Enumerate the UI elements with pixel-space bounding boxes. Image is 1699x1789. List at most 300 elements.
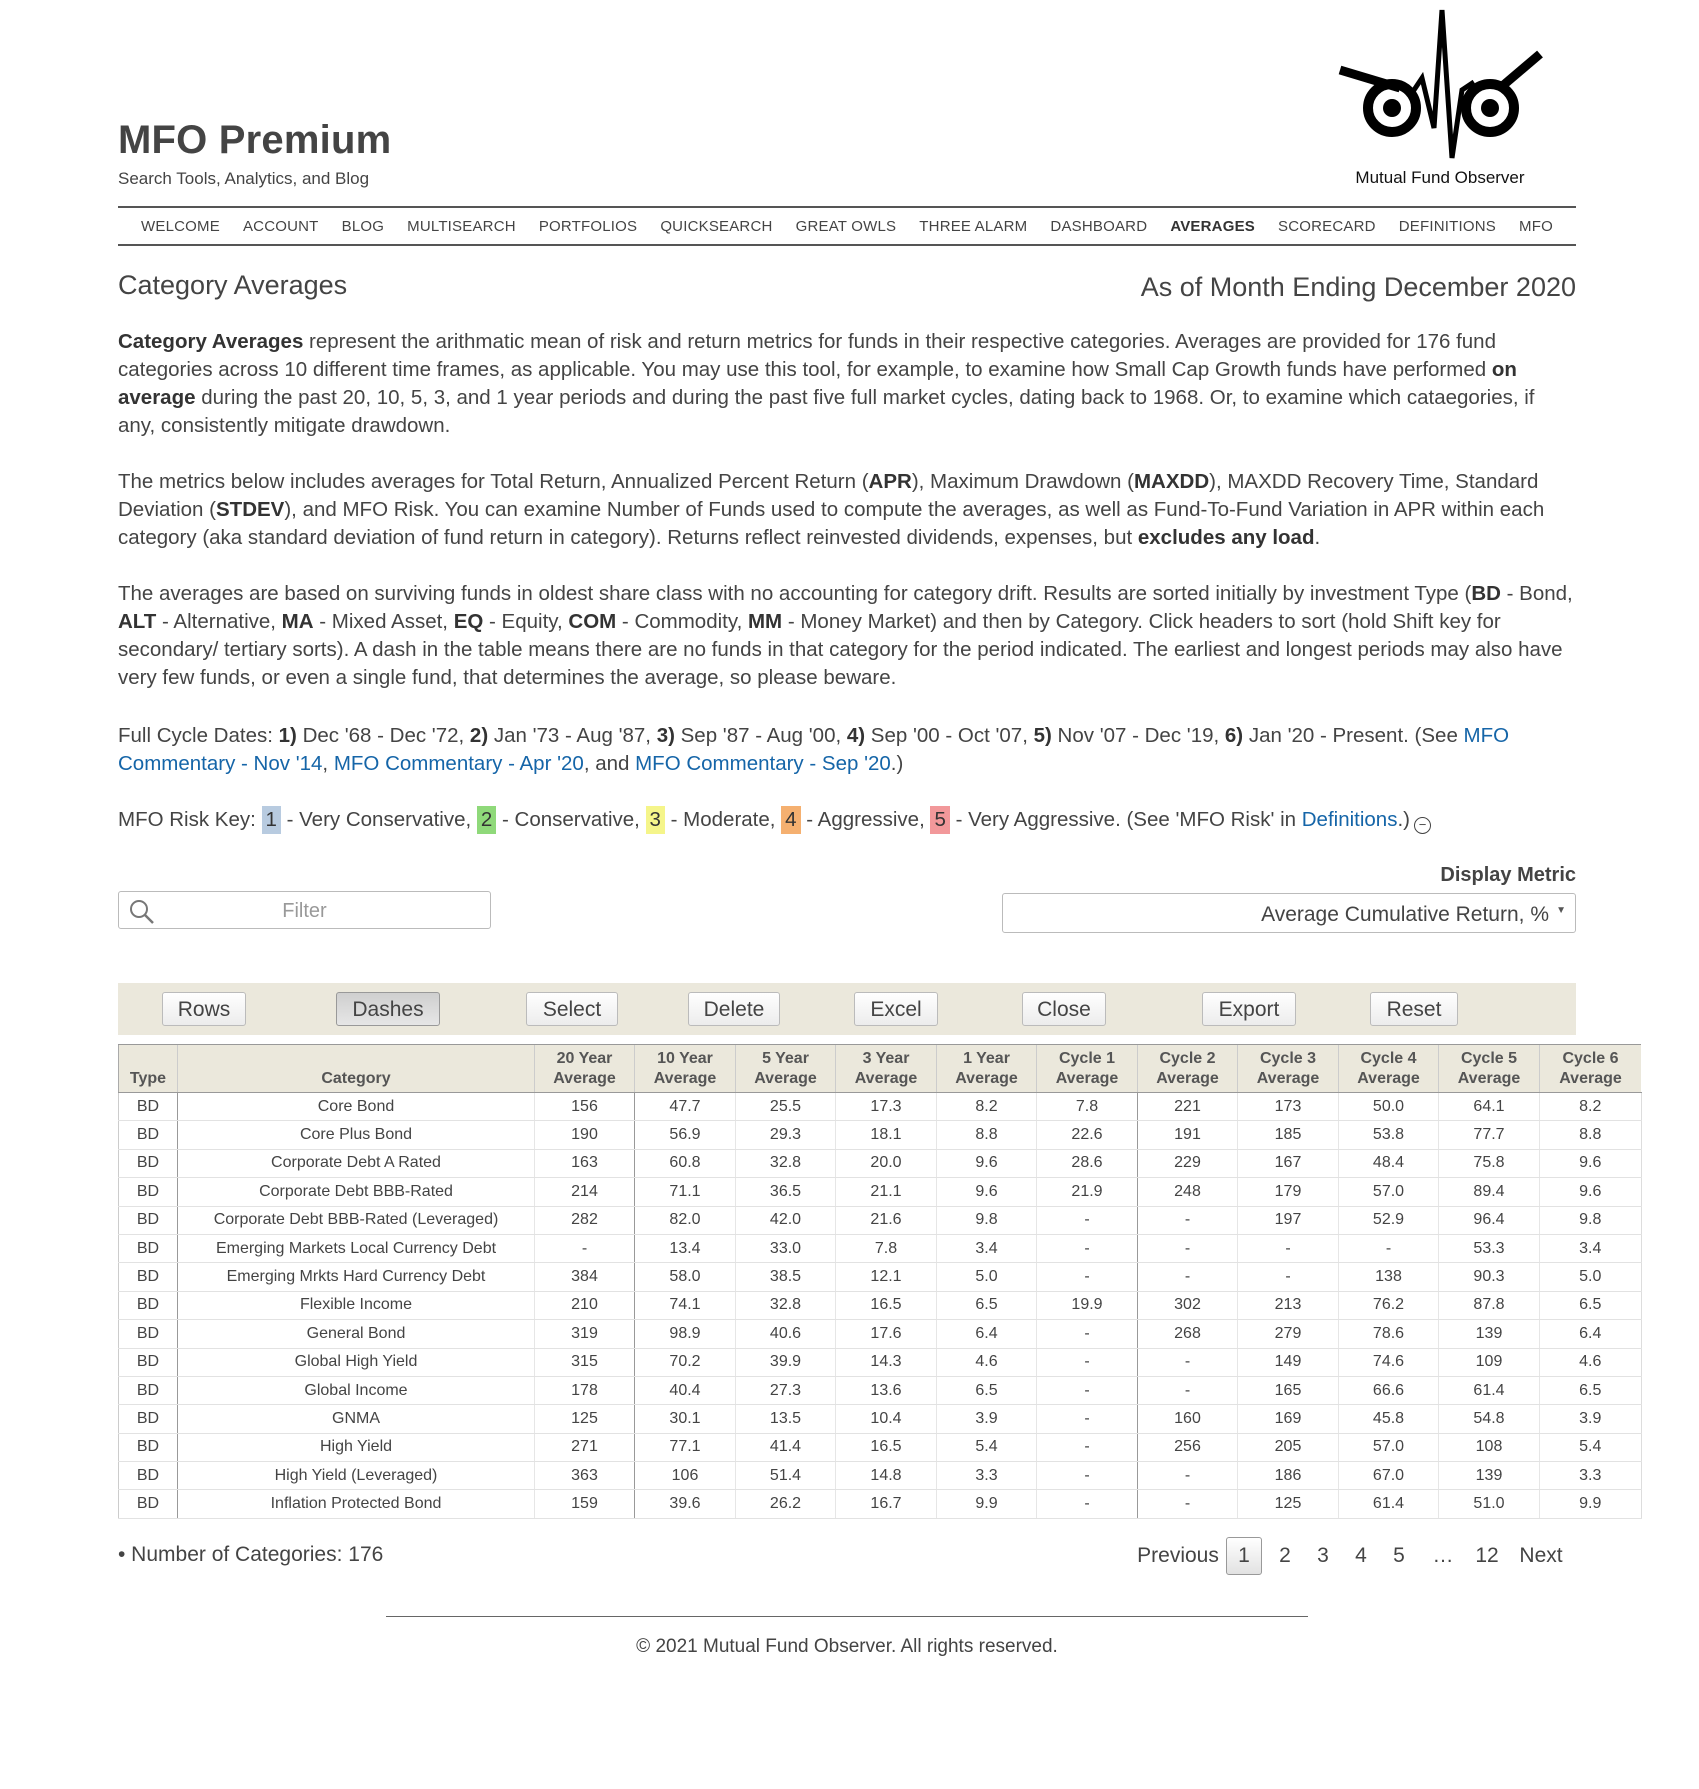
nav-item-account[interactable]: ACCOUNT: [242, 217, 319, 235]
separator: .): [1397, 808, 1410, 831]
risk-key-badge-3: 3: [646, 806, 665, 834]
value-cell: 9.6: [1540, 1178, 1642, 1206]
value-cell: 159: [535, 1490, 635, 1518]
value-cell: 9.6: [937, 1149, 1037, 1177]
type-cell: BD: [119, 1291, 178, 1319]
value-cell: 78.6: [1339, 1320, 1439, 1348]
nav-item-multisearch[interactable]: MULTISEARCH: [407, 217, 516, 235]
column-header-line: Cycle 3: [1259, 1050, 1317, 1067]
value-cell: 139: [1439, 1320, 1540, 1348]
page-button-12[interactable]: 12: [1475, 1544, 1499, 1567]
value-cell: 13.4: [635, 1234, 736, 1262]
close-button[interactable]: Close: [1022, 992, 1106, 1026]
value-cell: 42.0: [736, 1206, 836, 1234]
value-cell: -: [1339, 1234, 1439, 1262]
value-cell: 40.4: [635, 1376, 736, 1404]
value-cell: 163: [535, 1149, 635, 1177]
value-cell: 8.8: [1540, 1121, 1642, 1149]
type-cell: BD: [119, 1405, 178, 1433]
value-cell: -: [1037, 1234, 1138, 1262]
table-toolbar: [118, 983, 1576, 1035]
page-ellipsis: …: [1432, 1544, 1454, 1567]
category-averages-table: [118, 1044, 1642, 1519]
table-row[interactable]: [119, 1490, 1642, 1518]
value-cell: 16.5: [836, 1433, 937, 1461]
value-cell: 6.5: [937, 1291, 1037, 1319]
value-cell: 21.6: [836, 1206, 937, 1234]
footer-divider: [386, 1616, 1308, 1617]
value-cell: 26.2: [736, 1490, 836, 1518]
intro-bold: APR: [868, 470, 912, 493]
value-cell: 58.0: [635, 1263, 736, 1291]
risk-key-label: MFO Risk Key:: [118, 808, 262, 831]
table-row[interactable]: [119, 1093, 1642, 1121]
value-cell: 53.3: [1439, 1234, 1540, 1262]
column-header-line: Average: [955, 1070, 1018, 1087]
cycle-number: 4): [846, 724, 866, 747]
value-cell: 185: [1238, 1121, 1339, 1149]
value-cell: 61.4: [1339, 1490, 1439, 1518]
intro-bold: MM: [747, 610, 783, 633]
value-cell: -: [1138, 1376, 1238, 1404]
value-cell: 10.4: [836, 1405, 937, 1433]
table-row[interactable]: [119, 1291, 1642, 1319]
value-cell: 28.6: [1037, 1149, 1138, 1177]
intro-paragraph-2: [118, 468, 1576, 552]
column-header-line: Average: [1457, 1070, 1521, 1087]
value-cell: 156: [535, 1093, 635, 1121]
value-cell: 173: [1238, 1093, 1339, 1121]
table-header-row: [119, 1045, 1642, 1093]
value-cell: 302: [1138, 1291, 1238, 1319]
value-cell: 9.8: [937, 1206, 1037, 1234]
display-metric-label: Display Metric: [1440, 864, 1576, 886]
value-cell: 8.2: [1540, 1093, 1642, 1121]
value-cell: 90.3: [1439, 1263, 1540, 1291]
table-row[interactable]: [119, 1348, 1642, 1376]
column-header[interactable]: [1238, 1045, 1339, 1093]
risk-key-badge-2: 2: [477, 806, 496, 834]
value-cell: 51.4: [736, 1462, 836, 1490]
value-cell: 3.9: [937, 1405, 1037, 1433]
value-cell: 45.8: [1339, 1405, 1439, 1433]
chevron-down-icon: ▼: [1556, 905, 1566, 916]
dashes-button[interactable]: Dashes: [336, 992, 440, 1026]
category-cell: Corporate Debt BBB-Rated (Leveraged): [178, 1206, 535, 1234]
value-cell: -: [1238, 1263, 1339, 1291]
intro-bold: Category Averages: [118, 330, 304, 353]
column-header-line: Cycle 6: [1562, 1050, 1619, 1067]
value-cell: -: [1138, 1490, 1238, 1518]
value-cell: 7.8: [836, 1234, 937, 1262]
value-cell: 213: [1238, 1291, 1339, 1319]
page-title: Category Averages: [118, 270, 348, 300]
category-cell: High Yield: [178, 1433, 535, 1461]
value-cell: -: [1138, 1263, 1238, 1291]
column-header[interactable]: [178, 1045, 535, 1093]
category-cell: Corporate Debt BBB-Rated: [178, 1178, 535, 1206]
reset-button[interactable]: Reset: [1370, 992, 1458, 1026]
value-cell: 75.8: [1439, 1149, 1540, 1177]
cycle-range: Sep '87 - Aug '00,: [674, 724, 847, 747]
owl-logo-icon: [1330, 8, 1550, 168]
nav-item-dashboard[interactable]: DASHBOARD: [1050, 217, 1148, 235]
commentary-link-sep-20[interactable]: MFO Commentary - Sep '20: [635, 752, 891, 775]
value-cell: 12.1: [836, 1263, 937, 1291]
value-cell: 9.9: [1540, 1490, 1642, 1518]
value-cell: 14.3: [836, 1348, 937, 1376]
column-header-line: Average: [653, 1070, 717, 1087]
value-cell: 210: [535, 1291, 635, 1319]
table-row[interactable]: [119, 1178, 1642, 1206]
value-cell: 9.8: [1540, 1206, 1642, 1234]
column-header-line: Average: [1559, 1070, 1622, 1087]
value-cell: 5.0: [1540, 1263, 1642, 1291]
cycle-label: Full Cycle Dates:: [118, 724, 279, 747]
category-cell: GNMA: [178, 1405, 535, 1433]
value-cell: 108: [1439, 1433, 1540, 1461]
value-cell: 5.4: [1540, 1433, 1642, 1461]
table-row[interactable]: [119, 1149, 1642, 1177]
column-header-line: 20 Year: [556, 1050, 613, 1067]
value-cell: 125: [535, 1405, 635, 1433]
value-cell: 77.7: [1439, 1121, 1540, 1149]
value-cell: 13.6: [836, 1376, 937, 1404]
cycle-number: 5): [1033, 724, 1052, 747]
export-button[interactable]: Export: [1202, 992, 1296, 1026]
value-cell: -: [1138, 1348, 1238, 1376]
intro-text: ), Maximum Drawdown (: [911, 470, 1134, 493]
value-cell: 6.4: [1540, 1320, 1642, 1348]
risk-key: [118, 806, 1576, 834]
value-cell: 53.8: [1339, 1121, 1439, 1149]
column-header[interactable]: [836, 1045, 937, 1093]
value-cell: 319: [535, 1320, 635, 1348]
column-header[interactable]: [736, 1045, 836, 1093]
column-header[interactable]: [635, 1045, 736, 1093]
mutual-fund-observer-logo[interactable]: [1330, 8, 1550, 188]
site-title[interactable]: MFO Premium: [118, 118, 392, 162]
value-cell: 51.0: [1439, 1490, 1540, 1518]
column-header[interactable]: [1138, 1045, 1238, 1093]
value-cell: 3.4: [1540, 1234, 1642, 1262]
risk-key-list: [262, 808, 1302, 831]
table-row[interactable]: [119, 1263, 1642, 1291]
value-cell: 39.9: [736, 1348, 836, 1376]
table-row[interactable]: [119, 1121, 1642, 1149]
value-cell: -: [1037, 1433, 1138, 1461]
value-cell: 282: [535, 1206, 635, 1234]
cycle-number: 2): [469, 724, 489, 747]
value-cell: -: [1037, 1462, 1138, 1490]
column-header[interactable]: [535, 1045, 635, 1093]
value-cell: 22.6: [1037, 1121, 1138, 1149]
intro-bold: ALT: [118, 610, 157, 633]
intro-text: - Mixed Asset,: [313, 610, 454, 633]
column-header[interactable]: [1339, 1045, 1439, 1093]
value-cell: 279: [1238, 1320, 1339, 1348]
value-cell: 57.0: [1339, 1433, 1439, 1461]
intro-bold: BD: [1471, 582, 1501, 605]
value-cell: 66.6: [1339, 1376, 1439, 1404]
separator: , and: [583, 752, 636, 775]
type-cell: BD: [119, 1490, 178, 1518]
value-cell: 248: [1138, 1178, 1238, 1206]
value-cell: 19.9: [1037, 1291, 1138, 1319]
value-cell: 8.2: [937, 1093, 1037, 1121]
table-row[interactable]: [119, 1433, 1642, 1461]
table-row[interactable]: [119, 1376, 1642, 1404]
value-cell: -: [1138, 1462, 1238, 1490]
type-cell: BD: [119, 1433, 178, 1461]
previous-page-button[interactable]: Previous: [1137, 1544, 1219, 1567]
nav-item-portfolios[interactable]: PORTFOLIOS: [538, 217, 638, 235]
nav-item-quicksearch[interactable]: QUICKSEARCH: [660, 217, 773, 235]
intro-text: .: [1314, 526, 1321, 549]
type-cell: BD: [119, 1178, 178, 1206]
copyright: © 2021 Mutual Fund Observer. All rights reserved.: [636, 1636, 1058, 1657]
page-button-2[interactable]: 2: [1279, 1544, 1291, 1567]
intro-bold: on average: [118, 358, 1517, 409]
column-header-line: 5 Year: [762, 1050, 809, 1067]
intro-text: The metrics below includes averages for Total Return, Annualized Percent Return (: [118, 470, 869, 493]
nav-item-welcome[interactable]: WELCOME: [141, 217, 220, 235]
value-cell: -: [1037, 1263, 1138, 1291]
page-button-3[interactable]: 3: [1317, 1544, 1329, 1567]
value-cell: 89.4: [1439, 1178, 1540, 1206]
value-cell: 57.0: [1339, 1178, 1439, 1206]
value-cell: -: [535, 1234, 635, 1262]
value-cell: 74.6: [1339, 1348, 1439, 1376]
column-header-line: Category: [321, 1070, 391, 1087]
value-cell: -: [1037, 1490, 1138, 1518]
nav-item-great-owls[interactable]: GREAT OWLS: [795, 217, 897, 235]
type-cell: BD: [119, 1149, 178, 1177]
value-cell: 98.9: [635, 1320, 736, 1348]
intro-text: The averages are based on surviving funds in oldest share class with no accounting for category drift. Results are sorted initially by investment Type (: [118, 582, 1472, 605]
intro-paragraph-1: [118, 328, 1576, 440]
cycle-range: Nov '07 - Dec '19,: [1051, 724, 1225, 747]
intro-bold: EQ: [453, 610, 484, 633]
column-header-line: Cycle 2: [1159, 1050, 1216, 1067]
value-cell: 205: [1238, 1433, 1339, 1461]
value-cell: 41.4: [736, 1433, 836, 1461]
table-row[interactable]: [119, 1206, 1642, 1234]
intro-text: represent the arithmatic mean of risk and return metrics for funds in their respective categories. Averages are provided for 176 fund categories across 10 different time frames, as applicable. You may use this tool, for example, to examine how Small Cap Growth funds have performed: [118, 330, 1496, 381]
value-cell: 36.5: [736, 1178, 836, 1206]
value-cell: 3.4: [937, 1234, 1037, 1262]
category-cell: Core Bond: [178, 1093, 535, 1121]
value-cell: 64.1: [1439, 1093, 1540, 1121]
value-cell: 3.3: [1540, 1462, 1642, 1490]
display-metric-value: Average Cumulative Return, %: [1261, 903, 1549, 926]
nav-item-blog[interactable]: BLOG: [341, 217, 385, 235]
value-cell: 221: [1138, 1093, 1238, 1121]
excel-button[interactable]: Excel: [854, 992, 938, 1026]
value-cell: 229: [1138, 1149, 1238, 1177]
value-cell: 109: [1439, 1348, 1540, 1376]
type-cell: BD: [119, 1348, 178, 1376]
value-cell: 178: [535, 1376, 635, 1404]
value-cell: 20.0: [836, 1149, 937, 1177]
page-button-1[interactable]: 1: [1226, 1537, 1262, 1575]
column-header-line: Average: [754, 1070, 817, 1087]
type-cell: BD: [119, 1263, 178, 1291]
value-cell: 6.5: [1540, 1291, 1642, 1319]
value-cell: 17.6: [836, 1320, 937, 1348]
column-header-line: 1 Year: [963, 1050, 1010, 1067]
value-cell: 39.6: [635, 1490, 736, 1518]
delete-button[interactable]: Delete: [688, 992, 780, 1026]
value-cell: 61.4: [1439, 1376, 1540, 1404]
table-row[interactable]: [119, 1462, 1642, 1490]
value-cell: 50.0: [1339, 1093, 1439, 1121]
intro-bold: MAXDD: [1133, 470, 1210, 493]
nav-item-mfo[interactable]: MFO: [1519, 217, 1553, 235]
cycle-range: Dec '68 - Dec '72,: [296, 724, 470, 747]
column-header-line: Average: [1055, 1070, 1119, 1087]
risk-key-text: - Very Conservative,: [280, 808, 477, 831]
collapse-icon[interactable]: −: [1414, 817, 1431, 834]
column-header[interactable]: [119, 1045, 178, 1093]
intro-text: during the past 20, 10, 5, 3, and 1 year periods and during the past five full market cycles, dating back to 1968. Or, to examine which cataegories, if any, consistently mitigate drawdown.: [118, 386, 1535, 437]
site-tagline: Search Tools, Analytics, and Blog: [118, 169, 370, 188]
type-cell: BD: [119, 1234, 178, 1262]
category-cell: Inflation Protected Bond: [178, 1490, 535, 1518]
intro-text: - Equity,: [483, 610, 569, 633]
value-cell: 9.6: [1540, 1149, 1642, 1177]
intro-text: - Money Market) and then by Category. Click headers to sort (hold Shift key for secondary/ tertiary sorts). A dash in the table means there are no funds in that category for the period indicated. The earliest and longest periods may also have very few funds, or even a single fund, that determines the average, so please beware.: [118, 610, 1563, 689]
intro-text: ), MAXDD Recovery Time, Standard Deviation (: [118, 470, 1539, 521]
value-cell: 6.5: [1540, 1376, 1642, 1404]
type-cell: BD: [119, 1462, 178, 1490]
nav-item-three-alarm[interactable]: THREE ALARM: [919, 217, 1028, 235]
rows-button[interactable]: Rows: [162, 992, 246, 1026]
value-cell: 16.7: [836, 1490, 937, 1518]
value-cell: 186: [1238, 1462, 1339, 1490]
value-cell: 268: [1138, 1320, 1238, 1348]
value-cell: 190: [535, 1121, 635, 1149]
intro-bold: COM: [568, 610, 617, 633]
type-cell: BD: [119, 1320, 178, 1348]
value-cell: 197: [1238, 1206, 1339, 1234]
risk-key-text: - Moderate,: [664, 808, 782, 831]
select-button[interactable]: Select: [526, 992, 618, 1026]
nav-item-scorecard[interactable]: SCORECARD: [1278, 217, 1376, 235]
value-cell: 179: [1238, 1178, 1339, 1206]
value-cell: 6.5: [937, 1376, 1037, 1404]
column-header[interactable]: [1439, 1045, 1540, 1093]
value-cell: 14.8: [836, 1462, 937, 1490]
value-cell: -: [1037, 1206, 1138, 1234]
value-cell: -: [1138, 1234, 1238, 1262]
value-cell: 125: [1238, 1490, 1339, 1518]
value-cell: -: [1037, 1405, 1138, 1433]
value-cell: 7.8: [1037, 1093, 1138, 1121]
value-cell: 54.8: [1439, 1405, 1540, 1433]
intro-bold: STDEV: [216, 498, 285, 521]
nav-item-definitions[interactable]: DEFINITIONS: [1398, 217, 1496, 235]
value-cell: 38.5: [736, 1263, 836, 1291]
value-cell: 67.0: [1339, 1462, 1439, 1490]
page-button-5[interactable]: 5: [1393, 1544, 1405, 1567]
value-cell: 48.4: [1339, 1149, 1439, 1177]
column-header[interactable]: [1540, 1045, 1642, 1093]
value-cell: 4.6: [1540, 1348, 1642, 1376]
table-row[interactable]: [119, 1234, 1642, 1262]
value-cell: 60.8: [635, 1149, 736, 1177]
value-cell: 47.7: [635, 1093, 736, 1121]
commentary-link-apr-20[interactable]: MFO Commentary - Apr '20: [333, 752, 584, 775]
value-cell: 214: [535, 1178, 635, 1206]
page-button-4[interactable]: 4: [1355, 1544, 1367, 1567]
value-cell: 21.1: [836, 1178, 937, 1206]
next-page-button[interactable]: Next: [1519, 1544, 1563, 1567]
value-cell: -: [1238, 1234, 1339, 1262]
value-cell: 56.9: [635, 1121, 736, 1149]
value-cell: 32.8: [736, 1149, 836, 1177]
category-cell: Flexible Income: [178, 1291, 535, 1319]
column-header-line: Average: [553, 1070, 616, 1087]
value-cell: 6.4: [937, 1320, 1037, 1348]
value-cell: 3.3: [937, 1462, 1037, 1490]
category-cell: High Yield (Leveraged): [178, 1462, 535, 1490]
display-metric-select[interactable]: [1002, 893, 1576, 933]
cycle-range: Jan '73 - Aug '87,: [488, 724, 657, 747]
separator: .): [890, 752, 904, 775]
type-cell: BD: [119, 1376, 178, 1404]
intro-text: ), and MFO Risk. You can examine Number of Funds used to compute the averages, as well as Fund-To-Fund Variation in APR within each category (aka standard deviation of fund return in category). Returns reflect reinvested dividends, expenses, but: [118, 498, 1545, 549]
value-cell: 149: [1238, 1348, 1339, 1376]
risk-key-badge-5: 5: [930, 806, 949, 834]
column-header-line: Type: [129, 1070, 167, 1087]
category-cell: Emerging Mrkts Hard Currency Debt: [178, 1263, 535, 1291]
table-row[interactable]: [119, 1320, 1642, 1348]
definitions-link[interactable]: Definitions: [1301, 808, 1398, 831]
cycle-list: [279, 724, 1464, 747]
value-cell: 315: [535, 1348, 635, 1376]
cycle-number: 6): [1224, 724, 1244, 747]
value-cell: 77.1: [635, 1433, 736, 1461]
value-cell: 5.0: [937, 1263, 1037, 1291]
column-header-line: Average: [1156, 1070, 1219, 1087]
nav-item-averages[interactable]: AVERAGES: [1170, 217, 1255, 235]
table-row[interactable]: [119, 1405, 1642, 1433]
type-cell: BD: [119, 1121, 178, 1149]
value-cell: 271: [535, 1433, 635, 1461]
value-cell: 33.0: [736, 1234, 836, 1262]
filter-input[interactable]: [118, 891, 491, 929]
type-cell: BD: [119, 1093, 178, 1121]
value-cell: 256: [1138, 1433, 1238, 1461]
column-header[interactable]: [1037, 1045, 1138, 1093]
column-header-line: Average: [1256, 1070, 1320, 1087]
cycle-range: Jan '20 - Present. (See: [1243, 724, 1464, 747]
value-cell: 32.8: [736, 1291, 836, 1319]
as-of-date: As of Month Ending December 2020: [1140, 272, 1576, 302]
value-cell: -: [1138, 1206, 1238, 1234]
column-header-line: Average: [1357, 1070, 1420, 1087]
column-header[interactable]: [937, 1045, 1037, 1093]
brand: [118, 118, 391, 189]
commentary-link-nov-14[interactable]: MFO Commentary - Nov '14: [118, 724, 1510, 775]
cycle-dates: [118, 722, 1576, 778]
column-header-line: Cycle 5: [1460, 1050, 1518, 1067]
value-cell: -: [1037, 1348, 1138, 1376]
type-cell: BD: [119, 1206, 178, 1234]
column-header-line: Cycle 4: [1360, 1050, 1417, 1067]
intro-text: - Commodity,: [616, 610, 748, 633]
